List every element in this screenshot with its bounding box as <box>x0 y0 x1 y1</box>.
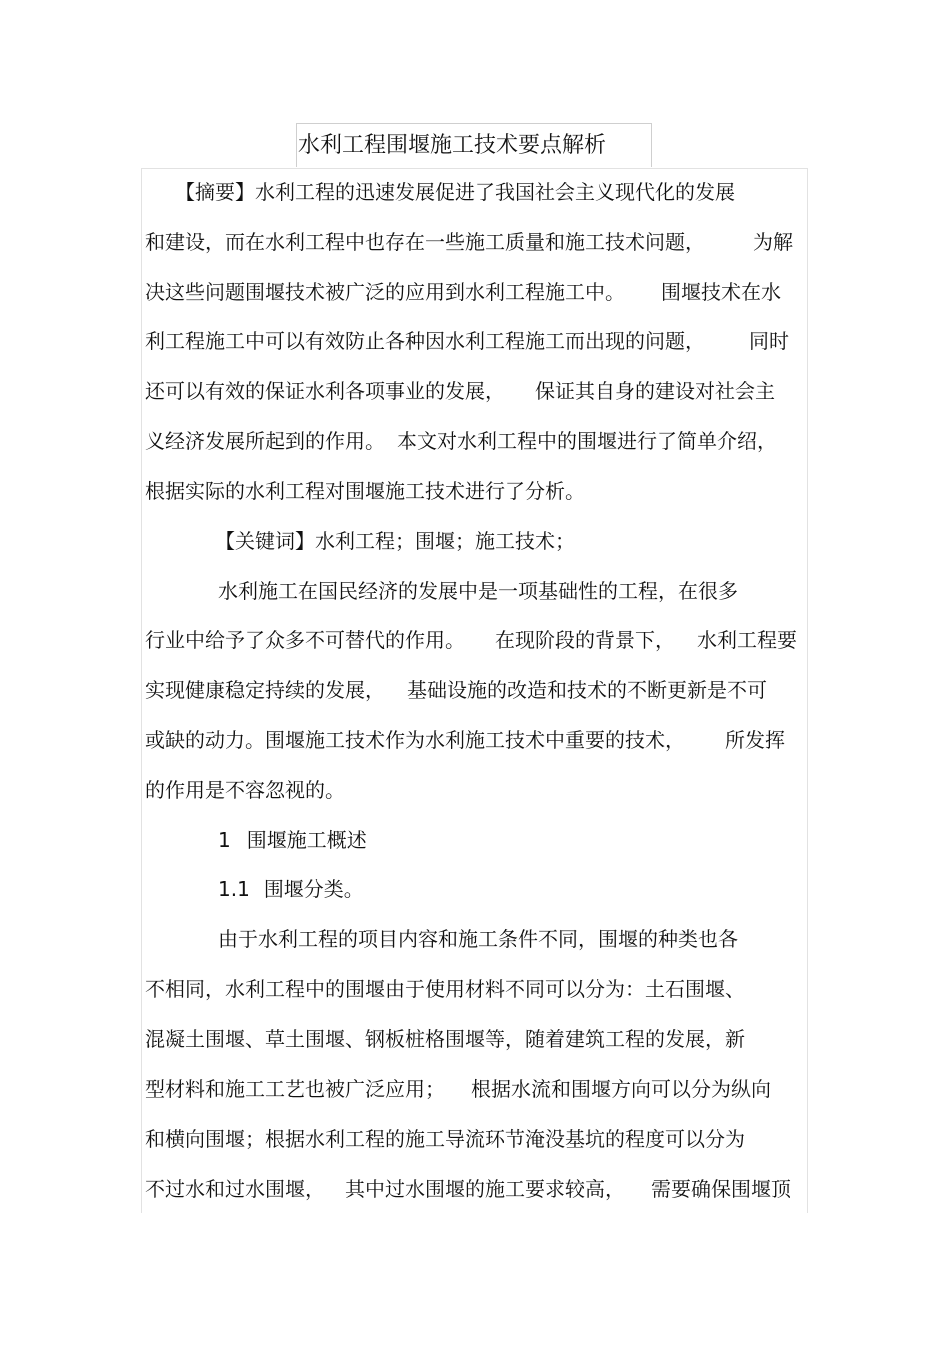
paragraph-line <box>145 1024 745 1054</box>
paragraph-line <box>145 227 793 257</box>
line-text: 不相同，水利工程中的围堰由于使用材料不同可以分为：土石围堰、 <box>145 977 745 1001</box>
paragraph-line <box>175 177 735 207</box>
paragraph-line <box>218 576 738 606</box>
section-number: 1 <box>218 828 231 852</box>
paragraph-line <box>145 1124 745 1154</box>
line-text: 利工程施工中可以有效防止各种因水利工程施工而出现的问题， <box>145 329 705 353</box>
line-text: 还可以有效的保证水利各项事业的发展， <box>145 379 505 403</box>
paragraph-line <box>145 476 585 506</box>
paragraph-line <box>145 326 789 356</box>
line-text: 不过水和过水围堰， <box>145 1177 325 1201</box>
line-text: 其中过水围堰的施工要求较高， <box>345 1177 625 1201</box>
line-text: 根据水流和围堰方向可以分为纵向 <box>471 1077 771 1101</box>
line-text: 水利工程要 <box>697 628 797 652</box>
paragraph-line <box>145 426 777 456</box>
line-text: 的作用是不容忽视的。 <box>145 778 345 802</box>
line-text: 在现阶段的背景下， <box>495 628 675 652</box>
line-text: 义经济发展所起到的作用。 <box>145 429 385 453</box>
line-text: 行业中给予了众多不可替代的作用。 <box>145 628 465 652</box>
paragraph-line <box>145 675 767 705</box>
section-heading <box>218 825 367 855</box>
line-text: 混凝土围堰、草土围堰、钢板桩格围堰等，随着建筑工程的发展，新 <box>145 1027 745 1051</box>
paragraph-line <box>218 924 738 954</box>
line-text: 同时 <box>749 329 789 353</box>
paragraph-line <box>145 625 797 655</box>
keywords-line <box>215 526 575 556</box>
section-number: 1.1 <box>218 877 250 901</box>
paragraph-line <box>145 1074 771 1104</box>
line-text: 基础设施的改造和技术的不断更新是不可 <box>407 678 767 702</box>
line-text: 需要确保围堰顶 <box>651 1177 791 1201</box>
line-text: 为解 <box>753 230 793 254</box>
paragraph-line <box>145 974 745 1004</box>
line-text: 所发挥 <box>725 728 785 752</box>
paragraph-line <box>145 277 781 307</box>
line-text: 本文对水利工程中的围堰进行了简单介绍， <box>397 429 777 453</box>
paragraph-line <box>145 775 345 805</box>
paragraph-line <box>145 1174 791 1204</box>
line-text: 围堰技术在水 <box>661 280 781 304</box>
line-text: 保证其自身的建设对社会主 <box>535 379 775 403</box>
document-title: 水利工程围堰施工技术要点解析 <box>298 133 607 158</box>
line-text: 实现健康稳定持续的发展， <box>145 678 385 702</box>
line-text: 由于水利工程的项目内容和施工条件不同，围堰的种类也各 <box>218 927 738 951</box>
line-text: 根据实际的水利工程对围堰施工技术进行了分析。 <box>145 479 585 503</box>
line-text: 或缺的动力。围堰施工技术作为水利施工技术中重要的技术， <box>145 728 685 752</box>
paragraph-line <box>145 376 775 406</box>
line-text: 和横向围堰；根据水利工程的施工导流环节淹没基坑的程度可以分为 <box>145 1127 745 1151</box>
line-text: 型材料和施工工艺也被广泛应用； <box>145 1077 445 1101</box>
line-text: 【摘要】水利工程的迅速发展促进了我国社会主义现代化的发展 <box>175 180 735 204</box>
line-text: 和建设，而在水利工程中也存在一些施工质量和施工技术问题， <box>145 230 705 254</box>
line-text: 【关键词】水利工程；围堰；施工技术； <box>215 529 575 553</box>
paragraph-line <box>145 725 785 755</box>
line-text: 决这些问题围堰技术被广泛的应用到水利工程施工中。 <box>145 280 625 304</box>
section-title: 围堰分类。 <box>263 877 364 901</box>
section-title: 围堰施工概述 <box>246 828 367 852</box>
subsection-heading <box>218 874 364 904</box>
line-text: 水利施工在国民经济的发展中是一项基础性的工程，在很多 <box>218 579 738 603</box>
